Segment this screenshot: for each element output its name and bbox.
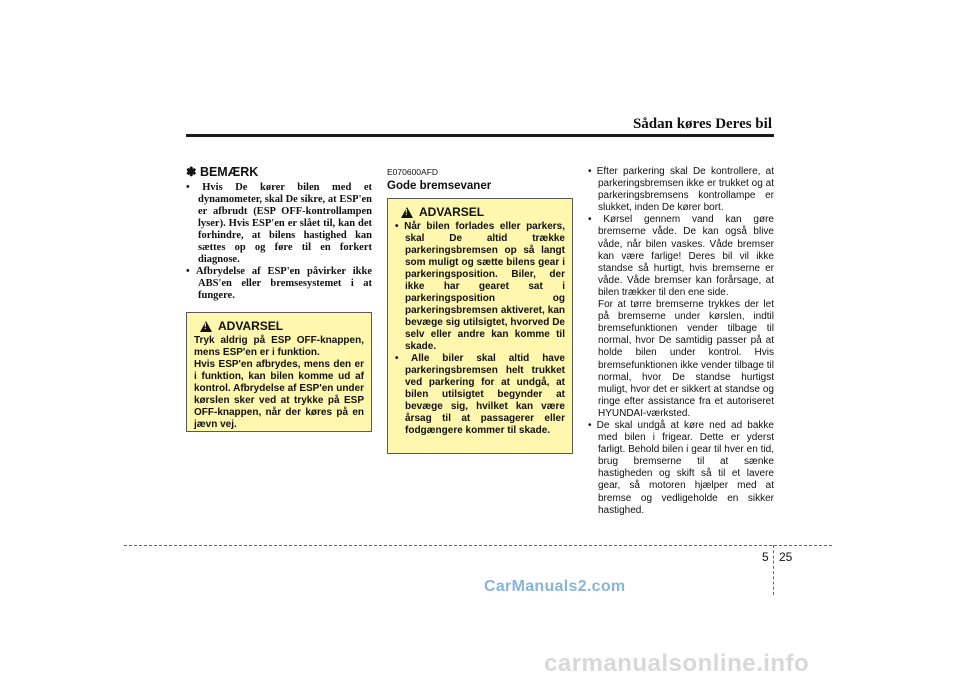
warning-triangle-icon: [401, 207, 413, 218]
body-item: • Kørsel gennem vand kan gøre bremserne våde. De kan også blive våde, når bilen vaskes. Våde bremser kan være farlige! Deres bil vil ikke standse så hurtigt, hvis bremserne er våde. Våde bremser kan forårsage, at bilen trækker til den ene side.: [588, 214, 774, 298]
body-item: • De skal undgå at køre ned ad bakke med bilen i frigear. Dette er yderst farligt. Behold bilen i gear til hver en tid, brug bremserne til at sænke hastigheden og skift så til et lavere gear, så motoren hjælper med at bremse og vedligeholde en sikker hastighed.: [588, 419, 774, 516]
note-list: [186, 182, 372, 302]
page-header-title: Sådan køres Deres bil: [632, 116, 772, 132]
column-right: [588, 166, 774, 517]
warning-list: [395, 221, 565, 437]
column-middle: [387, 166, 573, 192]
warning-box-esp: [186, 312, 372, 432]
section-title: Gode bremsevaner: [387, 179, 492, 192]
warning-triangle-icon: [200, 321, 212, 332]
warning-title: [395, 205, 565, 219]
warning-item: • Alle biler skal altid have parkeringsbremsen helt trukket ved parkering for at undgå, at bilen utilsigtet begynder at bevæge sig, hvilket kan være årsag til at passagerer eller fodgængere kommer til skade.: [395, 353, 565, 436]
warning-paragraph: Hvis ESP'en afbrydes, mens den er i funktion, kan bilen komme ud af kontrol. Afbrydelse af ESP'en under kørslen sker ved at trykke på ESP OFF-knappen, når der køres på en jævn vej.: [194, 359, 364, 430]
watermark-bottom: carmanualsonline.info: [544, 650, 810, 677]
warning-title-text: ADVARSEL: [419, 205, 485, 219]
page-number: 25: [779, 550, 793, 564]
body-item: • Efter parkering skal De kontrollere, at parkeringsbremsen ikke er trukket og at parkeringsbremsens kontrollampe er slukket, inden De kører bort.: [588, 166, 774, 214]
warning-title-text: ADVARSEL: [218, 319, 284, 333]
warning-title: [194, 319, 364, 333]
watermark-top: CarManuals2.com: [484, 578, 626, 595]
column-left: [186, 166, 372, 302]
warning-paragraph: Tryk aldrig på ESP OFF-knappen, mens ESP'en er i funktion.: [194, 335, 364, 358]
body-list: [588, 420, 774, 517]
note-item: • Afbrydelse af ESP'en påvirker ikke ABS'en eller bremsesystemet i at fungere.: [186, 265, 372, 301]
body-list: [588, 166, 774, 299]
warning-box-parking: [387, 198, 573, 454]
note-heading: ✽ BEMÆRK: [186, 165, 259, 179]
footer-rule: [124, 545, 832, 546]
section-code: E070600AFD: [387, 167, 439, 177]
body-paragraph: For at tørre bremserne trykkes der let på bremserne under kørslen, indtil bremsefunktionen vender tilbage til normal, hvor De samtidig passer på at holde bilen under kontrol. Hvis bremsefunktionen ikke vender tilbage til normal, hvor De standse hurtigst muligt, hvor det er sikkert at standse og ringe efter assistance fra et autoriseret HYUNDAI-værksted.: [598, 299, 774, 419]
page-number-separator: [773, 545, 774, 595]
header-rule: [186, 134, 774, 137]
warning-item: • Når bilen forlades eller parkers, skal De altid trække parkeringsbremsen op så langt som muligt og sætte bilens gear i parkeringsposition. Biler, der ikke har gearet sat i parkeringsposition og parkeringsbremsen aktiveret, kan bevæge sig utilsigtet, hvorved De selv eller andre kan komme til skade.: [395, 221, 565, 352]
note-item: • Hvis De kører bilen med et dynamometer, skal De sikre, at ESP'en er afbrudt (ESP OFF-kontrollampen lyser). Hvis ESP'en er slået til, kan det forhindre, at bilens hastighed kan sættes op og føre til en forkert diagnose.: [186, 181, 372, 265]
page-chapter-number: 5: [762, 550, 769, 564]
